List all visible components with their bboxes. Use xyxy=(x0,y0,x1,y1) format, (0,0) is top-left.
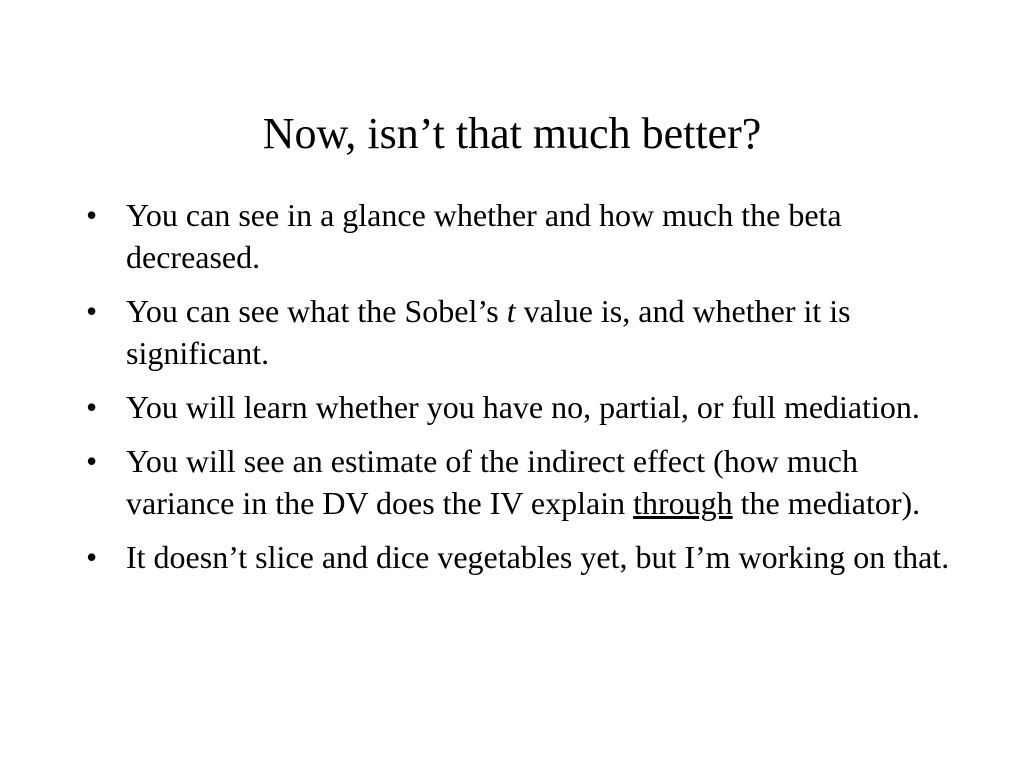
bullet-text xyxy=(126,443,920,521)
bullet-text-part: value is, and whether it is significant. xyxy=(126,293,851,371)
bullet-icon: • xyxy=(86,197,98,233)
bullet-icon: • xyxy=(86,389,98,425)
bullet-item xyxy=(86,194,966,278)
bullet-text-part: You will see an estimate of the indirect effect (how much variance in the DV does the IV explain xyxy=(126,443,858,521)
bullet-item xyxy=(86,536,966,578)
underlined-word: through xyxy=(633,485,733,521)
bullet-text: You can see in a glance whether and how much the beta decreased. xyxy=(126,197,842,275)
bullet-icon: • xyxy=(86,443,98,479)
bullet-text: You will learn whether you have no, partial, or full mediation. xyxy=(126,389,920,425)
bullet-icon: • xyxy=(86,539,98,575)
slide-title: Now, isn’t that much better? xyxy=(262,109,762,158)
bullet-text-part: You can see what the Sobel’s xyxy=(126,293,507,329)
bullet-list xyxy=(86,194,966,590)
bullet-item xyxy=(86,386,966,428)
bullet-item xyxy=(86,290,966,374)
bullet-text xyxy=(126,293,851,371)
bullet-text-part: the mediator). xyxy=(732,485,921,521)
italic-t-symbol: t xyxy=(506,293,516,329)
bullet-text: It doesn’t slice and dice vegetables yet, but I’m working on that. xyxy=(126,539,950,575)
bullet-item xyxy=(86,440,966,524)
bullet-icon: • xyxy=(86,293,98,329)
